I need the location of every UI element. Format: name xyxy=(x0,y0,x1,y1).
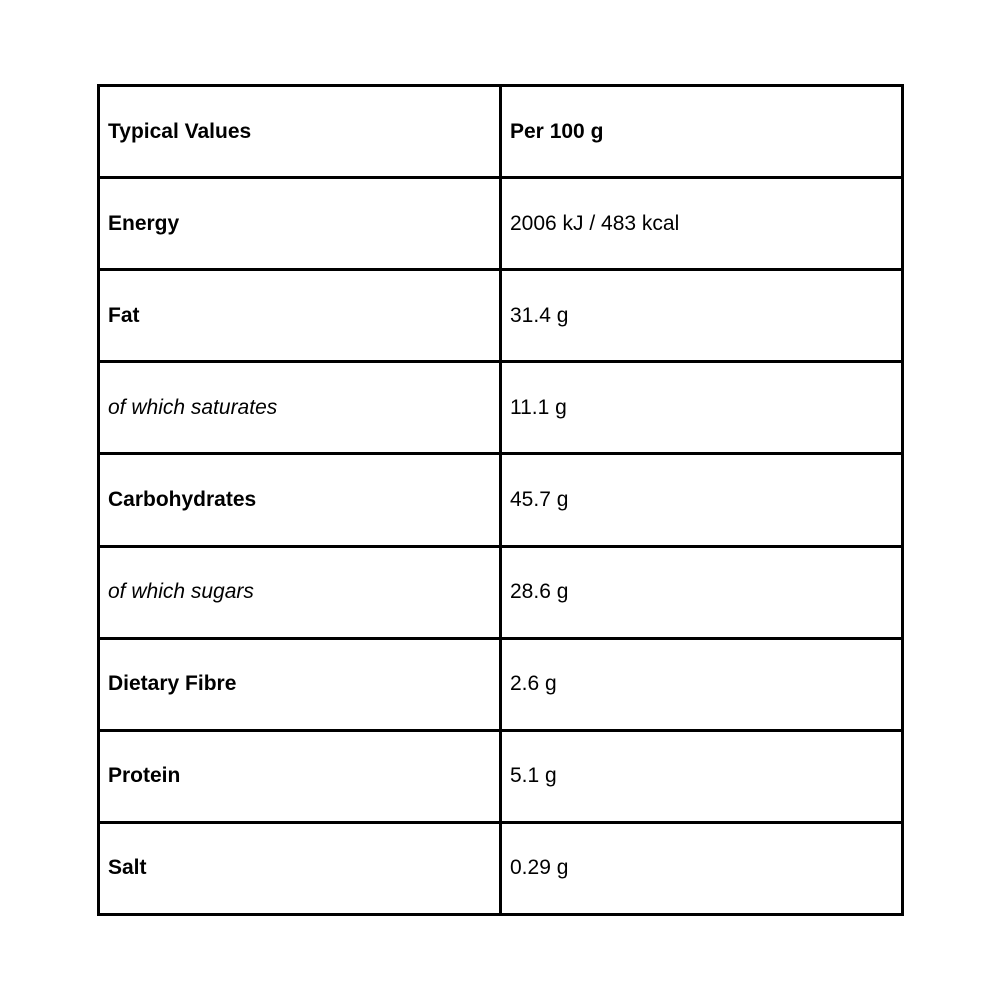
row-label-fat: Fat xyxy=(99,270,501,362)
row-label-sugars: of which sugars xyxy=(99,546,501,638)
table-row xyxy=(99,362,903,454)
table-row xyxy=(99,270,903,362)
table-row xyxy=(99,178,903,270)
row-label-carbohydrates: Carbohydrates xyxy=(99,454,501,546)
table-row xyxy=(99,454,903,546)
row-value-carbohydrates: 45.7 g xyxy=(501,454,903,546)
table-row xyxy=(99,638,903,730)
table-header-row xyxy=(99,86,903,178)
header-value-cell: Per 100 g xyxy=(501,86,903,178)
row-value-salt: 0.29 g xyxy=(501,822,903,914)
row-value-sugars: 28.6 g xyxy=(501,546,903,638)
row-value-saturates: 11.1 g xyxy=(501,362,903,454)
row-label-energy: Energy xyxy=(99,178,501,270)
row-value-energy: 2006 kJ / 483 kcal xyxy=(501,178,903,270)
row-label-salt: Salt xyxy=(99,822,501,914)
table-row xyxy=(99,822,903,914)
header-label-cell: Typical Values xyxy=(99,86,501,178)
nutrition-table-body xyxy=(99,86,903,915)
table-row xyxy=(99,546,903,638)
row-value-fat: 31.4 g xyxy=(501,270,903,362)
row-value-protein: 5.1 g xyxy=(501,730,903,822)
table-row xyxy=(99,730,903,822)
row-value-fibre: 2.6 g xyxy=(501,638,903,730)
nutrition-table xyxy=(97,84,904,916)
row-label-saturates: of which saturates xyxy=(99,362,501,454)
row-label-protein: Protein xyxy=(99,730,501,822)
row-label-fibre: Dietary Fibre xyxy=(99,638,501,730)
